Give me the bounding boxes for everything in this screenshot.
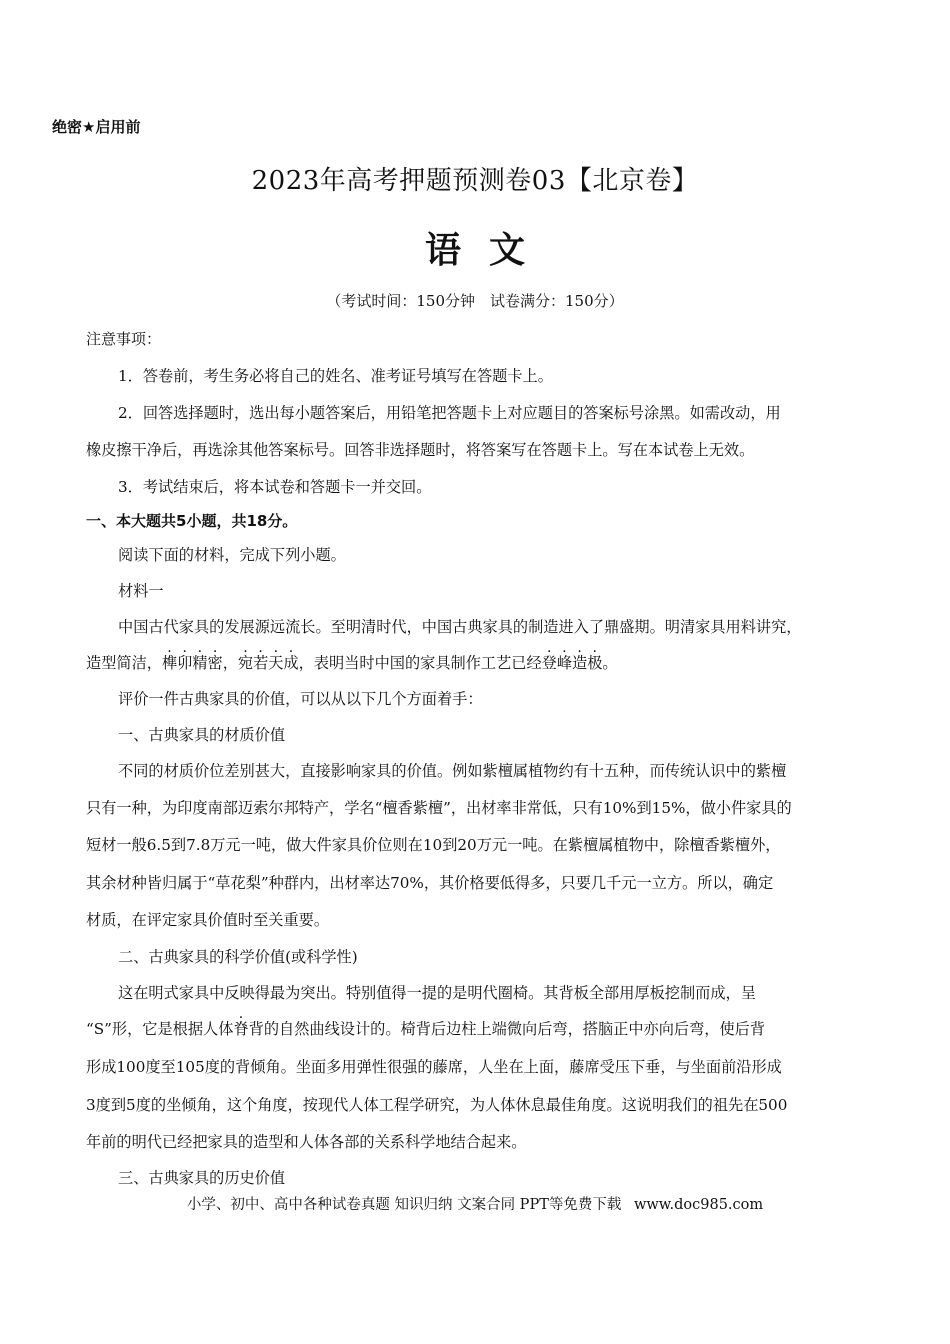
notice-item-2a: 2．回答选择题时，选出每小题答案后，用铅笔把答题卡上对应题目的答案标号涂黑。如需改动，用 [118, 404, 781, 422]
paragraph-1a: 中国古代家具的发展源远流长。至明清时代，中国古典家具的制造进入了鼎盛期。明清家具用料讲究， [118, 618, 802, 636]
text-segment: 。 [602, 654, 618, 672]
text-segment: ， [222, 654, 238, 672]
paragraph-2: 评价一件古典家具的价值，可以从以下几个方面着手： [118, 690, 483, 708]
emphasis-text: 榫卯精密 [161, 654, 223, 672]
paragraph-3c: 短材一般6.5到7.8万元一吨，做大件家具价位则在10到20万元一吨。在紫檀属植物中，除檀香紫檀外， [86, 836, 781, 854]
paragraph-4b [86, 1018, 862, 1039]
paragraph-4d: 3度到5度的坐倾角，这个角度，按现代人体工程学研究，为人体休息最佳角度。这说明我们的祖先在500 [86, 1096, 788, 1114]
exam-meta: （考试时间：150分钟 试卷满分：150分） [326, 292, 624, 310]
notice-item-2b: 橡皮擦干净后，再选涂其他答案标号。回答非选择题时，将答案写在答题卡上。写在本试卷上无效。 [86, 441, 755, 459]
footer-text: 小学、初中、高中各种试卷真题 知识归纳 文案合同 PPT等免费下载 [186, 1197, 622, 1213]
subject-title: 语文 [424, 229, 553, 271]
subheading-2: 二、古典家具的科学价值(或科学性) [118, 948, 358, 966]
instruction: 阅读下面的材料，完成下列小题。 [118, 546, 346, 564]
material-label: 材料一 [118, 582, 164, 600]
emphasis-text: 宛若天成 [237, 654, 299, 672]
notice-item-1: 1．答卷前，考生务必将自己的姓名、准考证号填写在答题卡上。 [118, 367, 553, 385]
footer-link[interactable]: www.doc985.com [633, 1197, 764, 1213]
section-heading: 一、本大题共5小题，共18分。 [86, 512, 298, 530]
paragraph-4e: 年前的明代已经把家具的造型和人体各部的关系科学地结合起来。 [86, 1133, 527, 1151]
emphasis-text: 登峰造极 [541, 654, 603, 672]
subheading-3: 三、古典家具的历史价值 [118, 1169, 286, 1187]
text-segment: ，表明当时中国的家具制作工艺已经 [298, 654, 542, 672]
text-segment: “S”形，它是根据人体 [86, 1020, 234, 1038]
paragraph-1b [86, 652, 862, 673]
text-segment: 造型简洁， [86, 654, 162, 672]
paragraph-3e: 材质，在评定家具价值时至关重要。 [86, 911, 329, 929]
text-segment: 背的自然曲线设计的。椅背后边柱上端微向后弯，搭脑正中亦向后弯，使后背 [248, 1020, 765, 1038]
page-footer [0, 1193, 950, 1214]
paragraph-3a: 不同的材质价位差别甚大，直接影响家具的价值。例如紫檀属植物约有十五种，而传统认识中的紫檀 [118, 762, 787, 780]
paragraph-4c: 形成100度至105度的背倾角。坐面多用弹性很强的藤席，人坐在上面，藤席受压下垂，与坐面前沿形成 [86, 1058, 782, 1076]
notice-heading: 注意事项： [86, 330, 162, 348]
notice-item-3: 3．考试结束后，将本试卷和答题卡一并交回。 [118, 478, 432, 496]
emphasis-text: 脊 [233, 1020, 249, 1038]
exam-title: 2023年高考押题预测卷03【北京卷】 [251, 166, 699, 196]
paragraph-3d: 其余材种皆归属于“草花梨”种群内，出材率达70%，其价格要低得多，只要几千元一立方。所以，确定 [86, 874, 774, 892]
paragraph-3b: 只有一种，为印度南部迈索尔邦特产，学名“檀香紫檀”，出材率非常低，只有10%到15%，做小件家具的 [86, 799, 792, 817]
confidential-mark: 绝密★启用前 [52, 118, 141, 136]
paragraph-4a: 这在明式家具中反映得最为突出。特别值得一提的是明代圈椅。其背板全部用厚板挖制而成，呈 [118, 984, 756, 1002]
subheading-1: 一、古典家具的材质价值 [118, 726, 286, 744]
